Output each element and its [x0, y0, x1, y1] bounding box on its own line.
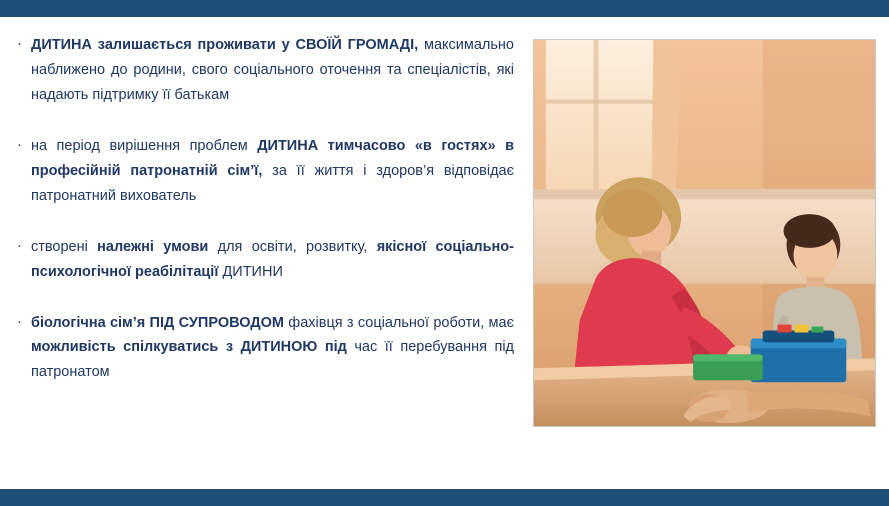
body-text: для освіти, розвитку,	[208, 238, 377, 255]
emphasis-text: якісної соціально-психологічної реабілітації	[31, 238, 514, 280]
body-text: максимально наближено до родини, свого соціального оточення та спеціалістів, які надають підтримку її батькам	[31, 37, 514, 103]
body-text: створені	[31, 238, 98, 255]
body-text: фахівця з соціальної роботи, має	[284, 314, 514, 331]
bottom-accent-bar	[0, 489, 889, 506]
emphasis-text: належні умови	[97, 238, 209, 255]
emphasis-text: ДИТИНА тимчасово «в гостях» в професійній патронатній сім’ї,	[31, 137, 514, 179]
emphasis-text: можливість спілкуватись з ДИТИНОЮ під	[31, 339, 347, 356]
body-text: на період вирішення проблем	[31, 137, 258, 154]
emphasis-text: ДИТИНА залишається проживати у СВОЇЙ ГРОМАДІ,	[31, 37, 419, 53]
photo-illustration	[534, 40, 875, 426]
list-item	[14, 235, 514, 285]
body-text: за її життя і здоров’я відповідає патронатний вихователь	[31, 162, 514, 204]
emphasis-text: біологічна сім’я ПІД СУПРОВОДОМ	[31, 314, 284, 331]
list-item	[14, 134, 514, 209]
bullet-list	[14, 33, 514, 385]
photo-woman-and-boy-playing	[533, 39, 876, 427]
body-text: ДИТИНИ	[218, 263, 283, 280]
toy-box	[751, 325, 847, 383]
top-accent-bar	[0, 0, 889, 17]
list-item	[14, 311, 514, 386]
body-text: час її перебування під патронатом	[31, 339, 514, 381]
list-item	[14, 33, 514, 108]
slide-content	[0, 17, 889, 489]
